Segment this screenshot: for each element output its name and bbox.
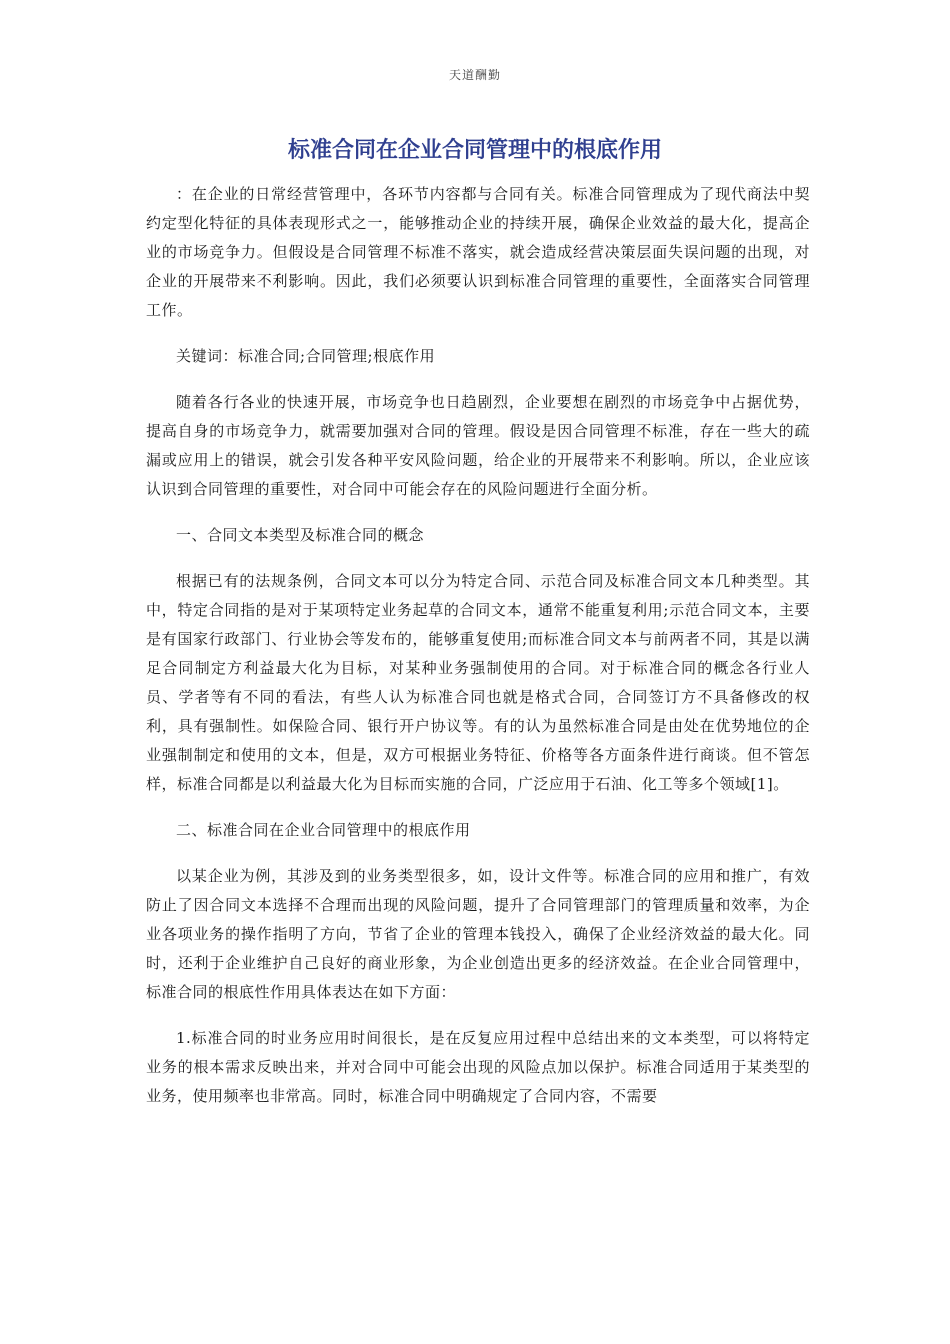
keywords-paragraph: 关键词：标准合同;合同管理;根底作用 bbox=[176, 347, 436, 365]
intro-paragraph: 随着各行各业的快速开展，市场竞争也日趋剧烈，企业要想在剧烈的市场竞争中占据优势，提高自身的市场竞争力，就需要加强对合同的管理。假设是因合同管理不标准，存在一些大的疏漏或应用上的错误，就会引发各种平安风险问题，给企业的开展带来不利影响。所以，企业应该认识到合同管理的重要性，对合同中可能会存在的风险问题进行全面分析。 bbox=[146, 393, 810, 498]
abstract-paragraph: ：在企业的日常经营管理中，各环节内容都与合同有关。标准合同管理成为了现代商法中契约定型化特征的具体表现形式之一，能够推动企业的持续开展，确保企业效益的最大化，提高企业的市场竞争力。但假设是合同管理不标准不落实，就会造成经营决策层面失误问题的出现，对企业的开展带来不利影响。因此，我们必须要认识到标准合同管理的重要性，全面落实合同管理工作。 bbox=[146, 185, 810, 319]
section-heading-1: 一、合同文本类型及标准合同的概念 bbox=[176, 526, 425, 544]
document-title: 标准合同在企业合同管理中的根底作用 bbox=[287, 138, 662, 163]
document-body bbox=[146, 180, 810, 1128]
page-header: 天道酬勤 bbox=[448, 68, 501, 82]
section-1-paragraph: 根据已有的法规条例，合同文本可以分为特定合同、示范合同及标准合同文本几种类型。其中，特定合同指的是对于某项特定业务起草的合同文本，通常不能重复利用;示范合同文本，主要是有国家行政部门、行业协会等发布的，能够重复使用;而标准合同文本与前两者不同，其是以满足合同制定方利益最大化为目标，对某种业务强制使用的合同。对于标准合同的概念各行业人员、学者等有不同的看法，有些人认为标准合同也就是格式合同，合同签订方不具备修改的权利，具有强制性。如保险合同、银行开户协议等。有的认为虽然标准合同是由处在优势地位的企业强制制定和使用的文本，但是，双方可根据业务特征、价格等各方面条件进行商谈。但不管怎样，标准合同都是以利益最大化为目标而实施的合同，广泛应用于石油、化工等多个领域[1]。 bbox=[146, 572, 810, 793]
section-2-paragraph: 以某企业为例，其涉及到的业务类型很多，如，设计文件等。标准合同的应用和推广，有效防止了因合同文本选择不合理而出现的风险问题，提升了合同管理部门的管理质量和效率，为企业各项业务的操作指明了方向，节省了企业的管理本钱投入，确保了企业经济效益的最大化。同时，还利于企业维护自己良好的商业形象，为企业创造出更多的经济效益。在企业合同管理中，标准合同的根底性作用具体表达在如下方面： bbox=[146, 867, 810, 1001]
section-2-item-1-paragraph: 1.标准合同的时业务应用时间很长，是在反复应用过程中总结出来的文本类型，可以将特定业务的根本需求反映出来，并对合同中可能会出现的风险点加以保护。标准合同适用于某类型的业务，使用频率也非常高。同时，标准合同中明确规定了合同内容，不需要 bbox=[146, 1029, 810, 1105]
section-heading-2: 二、标准合同在企业合同管理中的根底作用 bbox=[176, 821, 471, 839]
